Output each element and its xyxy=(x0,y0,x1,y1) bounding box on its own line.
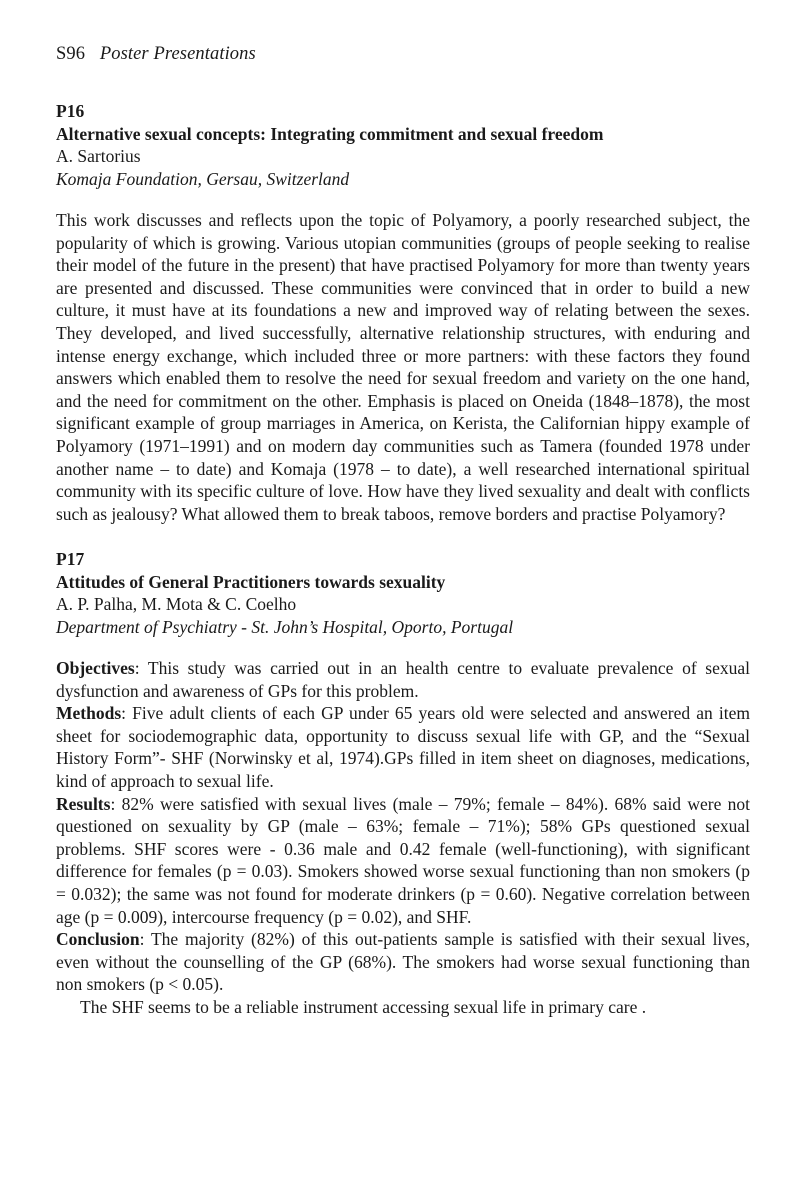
abstract-code: P17 xyxy=(56,549,85,569)
abstract-title: Alternative sexual concepts: Integrating commitment and sexual freedom xyxy=(56,124,604,144)
abstract-authors: A. Sartorius xyxy=(56,146,141,166)
conclusion-section xyxy=(56,928,750,996)
abstract-p17 xyxy=(56,547,750,1019)
results-section xyxy=(56,793,750,929)
abstract-paragraph: This work discusses and reflects upon the topic of Polyamory, a poorly researched subject, the popularity of which is growing. Various utopian communities (groups of people seeking to realise their model of the future in the present) that have practised Polyamory for more than twenty years are presented and discussed. These communities were convinced that in order to build a new culture, it must have at its foundations a new and improved way of relating between the sexes. They developed, and lived successfully, alternative relationship structures, with enduring and intense energy exchange, which included three or more partners: with these factors they found answers which enabled them to resolve the need for sexual freedom and variety on the one hand, and the need for commitment on the other. Emphasis is placed on Oneida (1848–1878), the most significant example of group marriages in America, on Kerista, the Californian hippy example of Polyamory (1971–1991) and on modern day communities such as Tamera (founded 1978 under another name – to date) and Komaja (1978 – to date), a well researched international spiritual community with its specific culture of love. How have they lived sexuality and dealt with conflicts such as jealousy? What allowed them to break taboos, remove borders and practise Polyamory? xyxy=(56,210,750,524)
closing-statement: The SHF seems to be a reliable instrument accessing sexual life in primary care . xyxy=(80,996,647,1017)
results-label: Results xyxy=(56,793,111,814)
methods-text: : Five adult clients of each GP under 65 years old were selected and answered an item sheet for sociodemographic data, opportunity to discuss sexual life with GP, and the “Sexual History Form”- SHF (Norwinsky et al, 1974).GPs filled in item sheet on diagnoses, medications, kind of approach to sexual life. xyxy=(56,703,750,791)
running-head xyxy=(56,44,256,65)
objectives-text: : This study was carried out in an health centre to evaluate prevalence of sexual dysfunction and awareness of GPs for this problem. xyxy=(56,658,750,701)
methods-label: Methods xyxy=(56,703,122,724)
methods-section xyxy=(56,702,750,792)
results-text: : 82% were satisfied with sexual lives (male – 79%; female – 84%). 68% said were not questioned on sexuality by GP (male – 63%; female – 71%); 58% GPs questioned sexual problems. SHF scores were - 0.36 male and 0.42 female (well-functioning), with significant difference for females (p = 0.03). Smokers showed worse sexual functioning than non smokers (p = 0.032); the same was not found for moderate drinkers (p = 0.60). Negative correlation between age (p = 0.009), intercourse frequency (p = 0.02), and SHF. xyxy=(56,793,750,927)
conclusion-label: Conclusion xyxy=(56,929,140,950)
objectives-section xyxy=(56,657,750,702)
section-title: Poster Presentations xyxy=(99,44,256,64)
abstract-affiliation: Komaja Foundation, Gersau, Switzerland xyxy=(56,169,350,189)
page-number: S96 xyxy=(56,44,86,64)
abstract-title: Attitudes of General Practitioners towards sexuality xyxy=(56,572,446,592)
abstract-affiliation: Department of Psychiatry - St. John’s Hospital, Oporto, Portugal xyxy=(56,617,514,637)
abstract-body xyxy=(56,209,750,525)
abstract-body xyxy=(56,657,750,1019)
abstract-code: P16 xyxy=(56,101,85,121)
abstract-authors: A. P. Palha, M. Mota & C. Coelho xyxy=(56,594,297,614)
objectives-label: Objectives xyxy=(56,658,135,678)
conclusion-text: : The majority (82%) of this out-patients sample is satisfied with their sexual lives, even without the counselling of the GP (68%). The smokers had worse sexual functioning than non smokers (p < 0.05). xyxy=(56,929,750,995)
abstract-p16 xyxy=(56,99,750,525)
